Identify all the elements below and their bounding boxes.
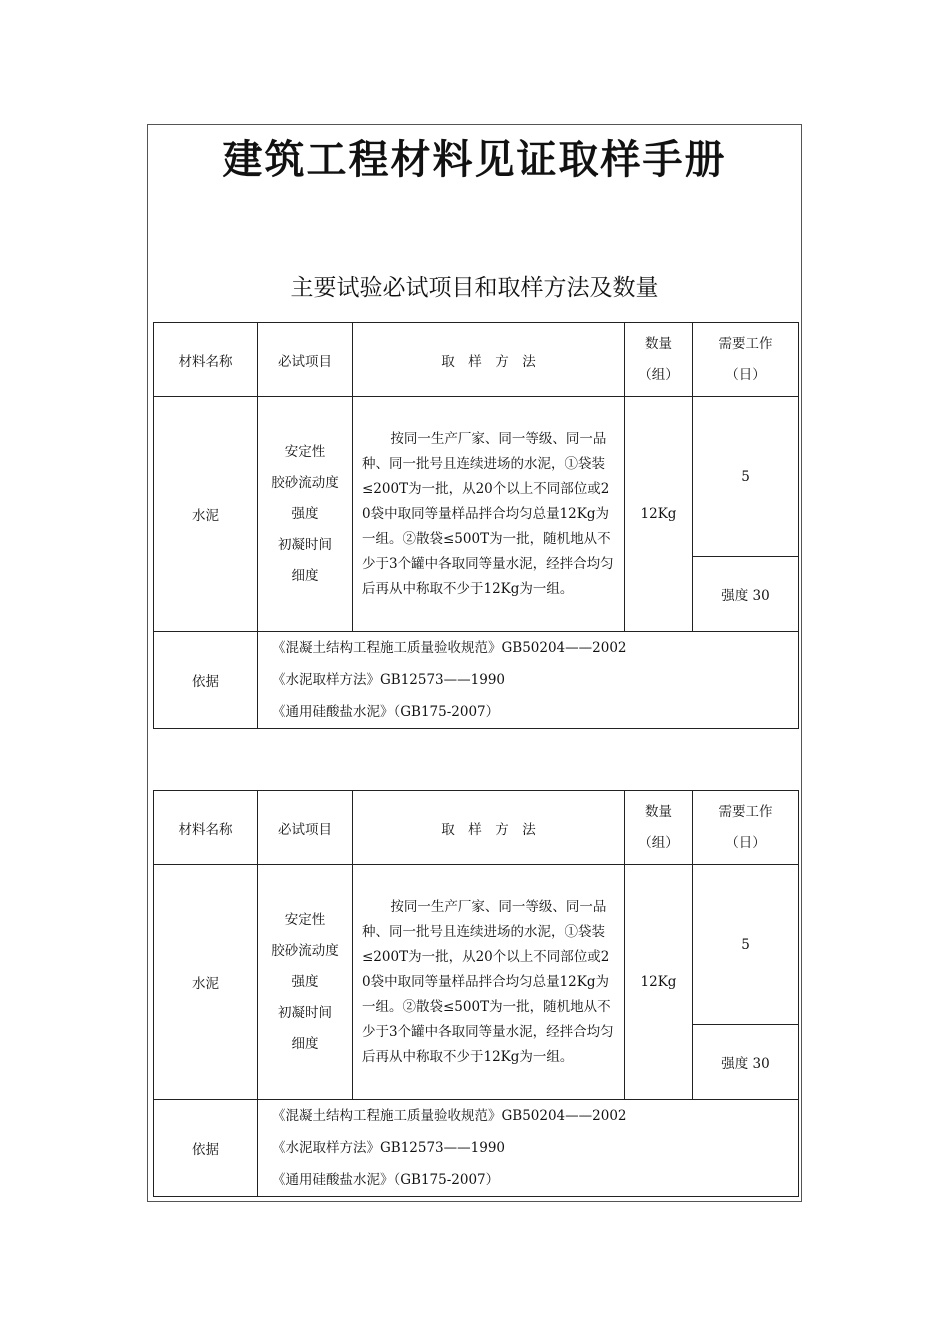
table-header-row [154, 791, 799, 865]
material-name: 水泥 [154, 397, 258, 632]
test-item: 胶砂流动度 [271, 474, 339, 491]
test-item: 初凝时间 [278, 536, 332, 553]
header-days [693, 791, 799, 865]
sampling-table-1 [153, 322, 799, 729]
header-days-unit: （日） [725, 834, 766, 851]
basis-reference: 《通用硅酸盐水泥》（GB175-2007） [272, 704, 500, 720]
basis-reference: 《水泥取样方法》GB12573——1990 [272, 1140, 506, 1156]
header-quantity [625, 791, 693, 865]
test-items [258, 397, 353, 632]
test-item: 强度 [291, 505, 319, 522]
work-days: 5 [693, 865, 799, 1025]
header-quantity [625, 323, 693, 397]
basis-reference: 《混凝土结构工程施工质量验收规范》GB50204——2002 [272, 1108, 627, 1124]
header-days-label: 需要工作 [718, 335, 773, 352]
strength-days: 强度 30 [693, 557, 799, 632]
header-days-unit: （日） [725, 366, 766, 383]
basis-label: 依据 [154, 632, 258, 729]
test-item: 安定性 [284, 911, 326, 928]
header-items: 必试项目 [258, 323, 353, 397]
sampling-table-2 [153, 790, 799, 1197]
work-days: 5 [693, 397, 799, 557]
header-quantity-unit: （组） [638, 366, 679, 383]
test-item: 细度 [291, 567, 319, 584]
test-item: 安定性 [284, 443, 326, 460]
header-method: 取 样 方 法 [353, 791, 625, 865]
test-item: 强度 [291, 973, 319, 990]
basis-references [258, 632, 799, 729]
test-item: 细度 [291, 1035, 319, 1052]
header-items: 必试项目 [258, 791, 353, 865]
basis-reference: 《混凝土结构工程施工质量验收规范》GB50204——2002 [272, 640, 627, 656]
section-subtitle: 主要试验必试项目和取样方法及数量 [290, 275, 659, 301]
table-row [154, 397, 799, 557]
header-material: 材料名称 [154, 791, 258, 865]
sample-quantity: 12Kg [625, 397, 693, 632]
basis-row [154, 1100, 799, 1197]
basis-label: 依据 [154, 1100, 258, 1197]
sample-quantity: 12Kg [625, 865, 693, 1100]
header-quantity-unit: （组） [638, 834, 679, 851]
header-quantity-label: 数量 [645, 803, 672, 820]
test-item: 胶砂流动度 [271, 942, 339, 959]
strength-days: 强度 30 [693, 1025, 799, 1100]
header-days [693, 323, 799, 397]
header-method: 取 样 方 法 [353, 323, 625, 397]
table-header-row [154, 323, 799, 397]
sampling-method: 按同一生产厂家、同一等级、同一品种、同一批号且连续进场的水泥，①袋装≤200T为一批，从20个以上不同部位或20袋中取同等量样品拌合均匀总量12Kg为一组。②散袋≤500T为一批，随机地从不少于3个罐中各取同等量水泥，经拌合均匀后再从中称取不少于12Kg为一组。 [353, 865, 625, 1100]
sampling-method: 按同一生产厂家、同一等级、同一品种、同一批号且连续进场的水泥，①袋装≤200T为一批，从20个以上不同部位或20袋中取同等量样品拌合均匀总量12Kg为一组。②散袋≤500T为一批，随机地从不少于3个罐中各取同等量水泥，经拌合均匀后再从中称取不少于12Kg为一组。 [353, 397, 625, 632]
test-item: 初凝时间 [278, 1004, 332, 1021]
table-row [154, 865, 799, 1025]
basis-row [154, 632, 799, 729]
basis-references [258, 1100, 799, 1197]
basis-reference: 《通用硅酸盐水泥》（GB175-2007） [272, 1172, 500, 1188]
test-items [258, 865, 353, 1100]
page-title: 建筑工程材料见证取样手册 [222, 137, 727, 183]
material-name: 水泥 [154, 865, 258, 1100]
basis-reference: 《水泥取样方法》GB12573——1990 [272, 672, 506, 688]
header-material: 材料名称 [154, 323, 258, 397]
header-quantity-label: 数量 [645, 335, 672, 352]
header-days-label: 需要工作 [718, 803, 773, 820]
